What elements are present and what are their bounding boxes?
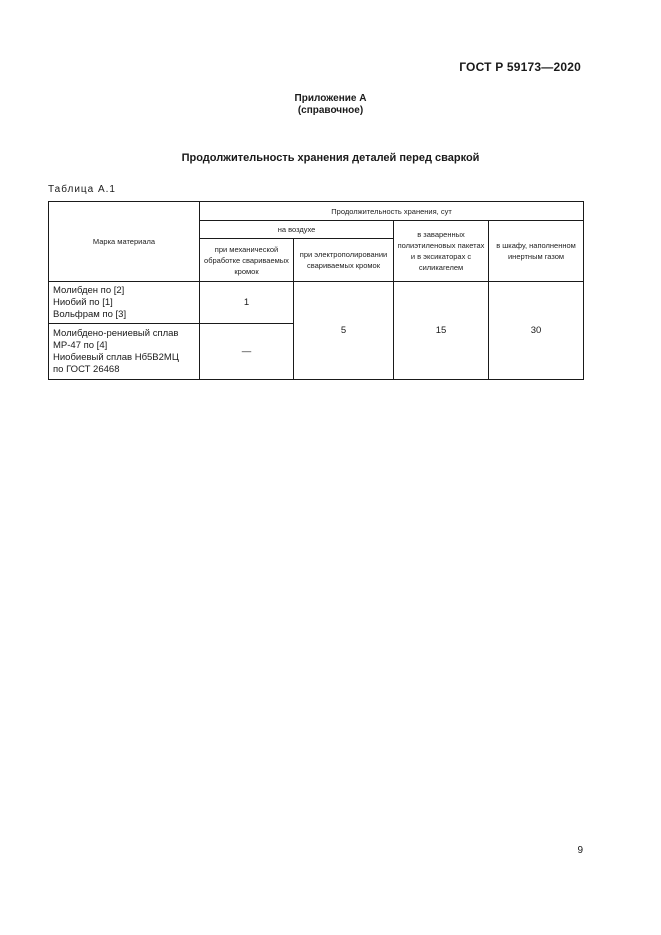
header-cabinet: в шкафу, наполненном инертным газом xyxy=(489,221,584,282)
material-line: по ГОСТ 26468 xyxy=(53,363,120,375)
header-mechanical: при механической обработке свариваемых кромок xyxy=(200,239,294,282)
value-cabinet: 30 xyxy=(489,282,584,380)
material-line: Вольфрам по [3] xyxy=(53,308,127,320)
value-sealed-packages: 15 xyxy=(394,282,489,380)
header-sealed-packages: в заваренных полиэтиленовых пакетах и в эксикаторах с силикагелем xyxy=(394,221,489,282)
value-electropolishing: 5 xyxy=(294,282,394,380)
row-2-mechanical: — xyxy=(200,324,294,380)
material-line: Ниобий по [1] xyxy=(53,296,113,308)
material-line: МР-47 по [4] xyxy=(53,339,108,351)
standard-code: ГОСТ Р 59173—2020 xyxy=(459,60,581,74)
material-line: Молибден по [2] xyxy=(53,284,125,296)
row-2-material xyxy=(49,324,200,380)
header-electropolishing: при электрополировании свариваемых кромок xyxy=(294,239,394,282)
material-line: Молибдено-рениевый сплав xyxy=(53,327,179,339)
annex-type: (справочное) xyxy=(297,105,364,116)
header-material: Марка материала xyxy=(49,202,200,282)
header-duration: Продолжительность хранения, сут xyxy=(200,202,584,221)
row-1-material xyxy=(49,282,200,324)
row-1-mechanical: 1 xyxy=(200,282,294,324)
material-line: Ниобиевый сплав Нб5В2МЦ xyxy=(53,351,179,363)
document-title: Продолжительность хранения деталей перед сваркой xyxy=(181,152,480,164)
header-in-air: на воздухе xyxy=(200,221,394,239)
page-number: 9 xyxy=(577,845,583,856)
storage-duration-table xyxy=(48,201,584,380)
table-label: Таблица А.1 xyxy=(48,184,116,195)
annex-title: Приложение А xyxy=(294,93,367,104)
